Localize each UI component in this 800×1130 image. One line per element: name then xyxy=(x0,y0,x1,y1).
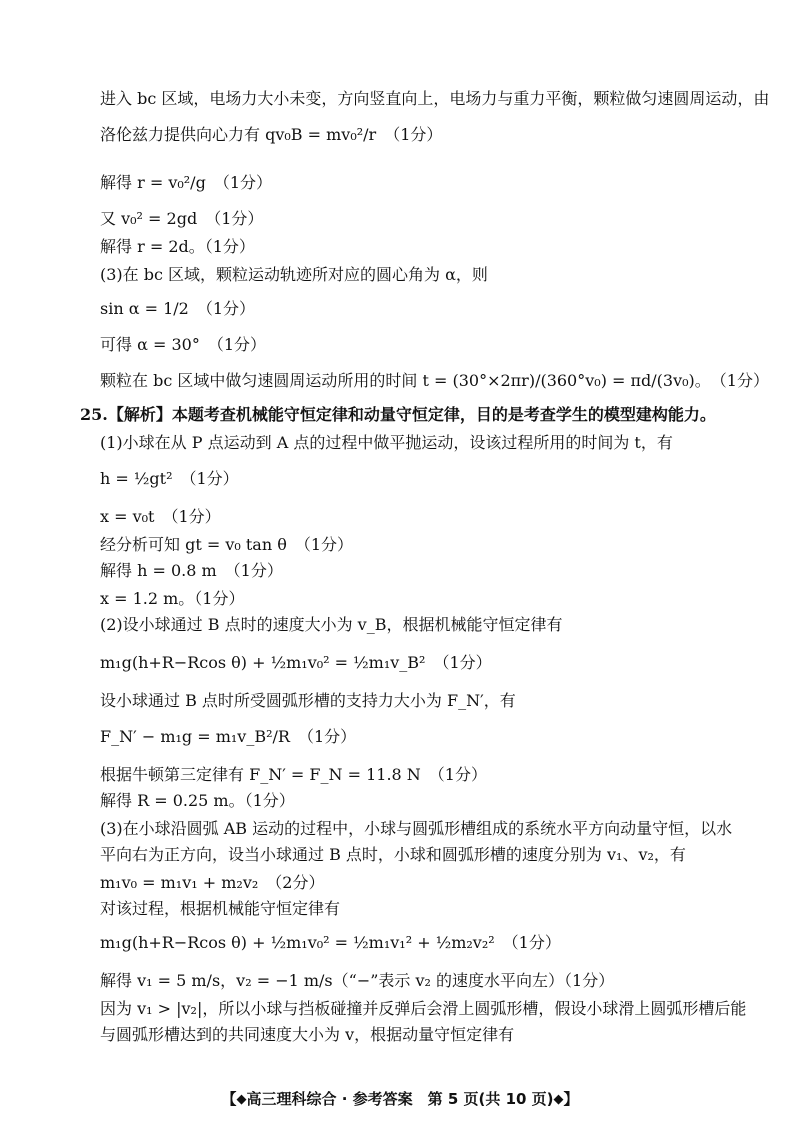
equation-lorentz-force: 洛伦兹力提供向心力有 qv₀B = mv₀²/r （1分） xyxy=(100,125,443,144)
text-line-part2: (2)设小球通过 B 点时的速度大小为 v_B，根据机械能守恒定律有 xyxy=(100,615,563,634)
diamond-logo-icon: ◆ xyxy=(236,1092,247,1107)
question-25-heading: 25.【解析】本题考查机械能守恒定律和动量守恒定律，目的是考查学生的模型建构能力。 xyxy=(80,405,716,424)
text-line-energy-process: 对该过程，根据机械能守恒定律有 xyxy=(100,899,341,918)
equation-sin-alpha: sin α = 1/2 （1分） xyxy=(100,299,256,318)
equation-momentum: m₁v₀ = m₁v₁ + m₂v₂ （2分） xyxy=(100,873,325,892)
equation-newton-third: 根据牛顿第三定律有 F_N′ = F_N = 11.8 N （1分） xyxy=(100,765,487,784)
equation-v0-squared: 又 v₀² = 2gd （1分） xyxy=(100,209,264,228)
equation-time: 颗粒在 bc 区域中做匀速圆周运动所用的时间 t = (30°×2πr)/(360°v₀) = πd/(3v₀)。 （1分） xyxy=(100,371,769,390)
equation-h: h = ½gt² （1分） xyxy=(100,469,239,488)
diamond-logo-icon: ◆ xyxy=(553,1092,564,1107)
text-line-part3: (3)在 bc 区域，颗粒运动轨迹所对应的圆心角为 α，则 xyxy=(100,265,488,284)
equation-energy-v1v2: m₁g(h+R−Rcos θ) + ½m₁v₀² = ½m₁v₁² + ½m₂v₂² （1分） xyxy=(100,933,561,952)
text-line-part3c: 平向右为正方向，设当小球通过 B 点时，小球和圆弧形槽的速度分别为 v₁、v₂，有 xyxy=(100,845,686,864)
equation-r-value: 解得 R = 0.25 m。（1分） xyxy=(100,791,295,810)
equation-h-value: 解得 h = 0.8 m （1分） xyxy=(100,561,283,580)
equation-radius: 解得 r = v₀²/g （1分） xyxy=(100,173,272,192)
equation-r-2d: 解得 r = 2d。（1分） xyxy=(100,237,255,256)
text-line-part3b: (3)在小球沿圆弧 AB 运动的过程中，小球与圆弧形槽组成的系统水平方向动量守恒，以水 xyxy=(100,819,733,838)
footer-left-bracket: 【 xyxy=(221,1090,237,1108)
page-footer xyxy=(0,1088,800,1109)
equation-energy-b: m₁g(h+R−Rcos θ) + ½m₁v₀² = ½m₁v_B² （1分） xyxy=(100,653,492,672)
equation-fn: F_N′ − m₁g = m₁v_B²/R （1分） xyxy=(100,727,357,746)
text-line-common-velocity: 与圆弧形槽达到的共同速度大小为 v，根据动量守恒定律有 xyxy=(100,1025,515,1044)
footer-right-bracket: 】 xyxy=(563,1090,579,1108)
text-line-support-force: 设小球通过 B 点时所受圆弧形槽的支持力大小为 F_N′，有 xyxy=(100,691,516,710)
text-line-part1: (1)小球在从 P 点运动到 A 点的过程中做平抛运动，设该过程所用的时间为 t，有 xyxy=(100,433,673,452)
text-line-because: 因为 v₁ > |v₂|，所以小球与挡板碰撞并反弹后会滑上圆弧形槽，假设小球滑上圆弧形槽后能 xyxy=(100,999,747,1018)
equation-v1-v2-values: 解得 v₁ = 5 m/s，v₂ = −1 m/s（“−”表示 v₂ 的速度水平向左）（1分） xyxy=(100,971,615,990)
equation-x-value: x = 1.2 m。（1分） xyxy=(100,589,245,608)
equation-x: x = v₀t （1分） xyxy=(100,507,221,526)
text-line-1: 进入 bc 区域，电场力大小未变，方向竖直向上，电场力与重力平衡，颗粒做匀速圆周运动，由 xyxy=(100,89,770,108)
equation-gt: 经分析可知 gt = v₀ tan θ （1分） xyxy=(100,535,354,554)
footer-text: 高三理科综合 · 参考答案 第 5 页(共 10 页) xyxy=(246,1090,554,1108)
equation-alpha: 可得 α = 30° （1分） xyxy=(100,335,267,354)
